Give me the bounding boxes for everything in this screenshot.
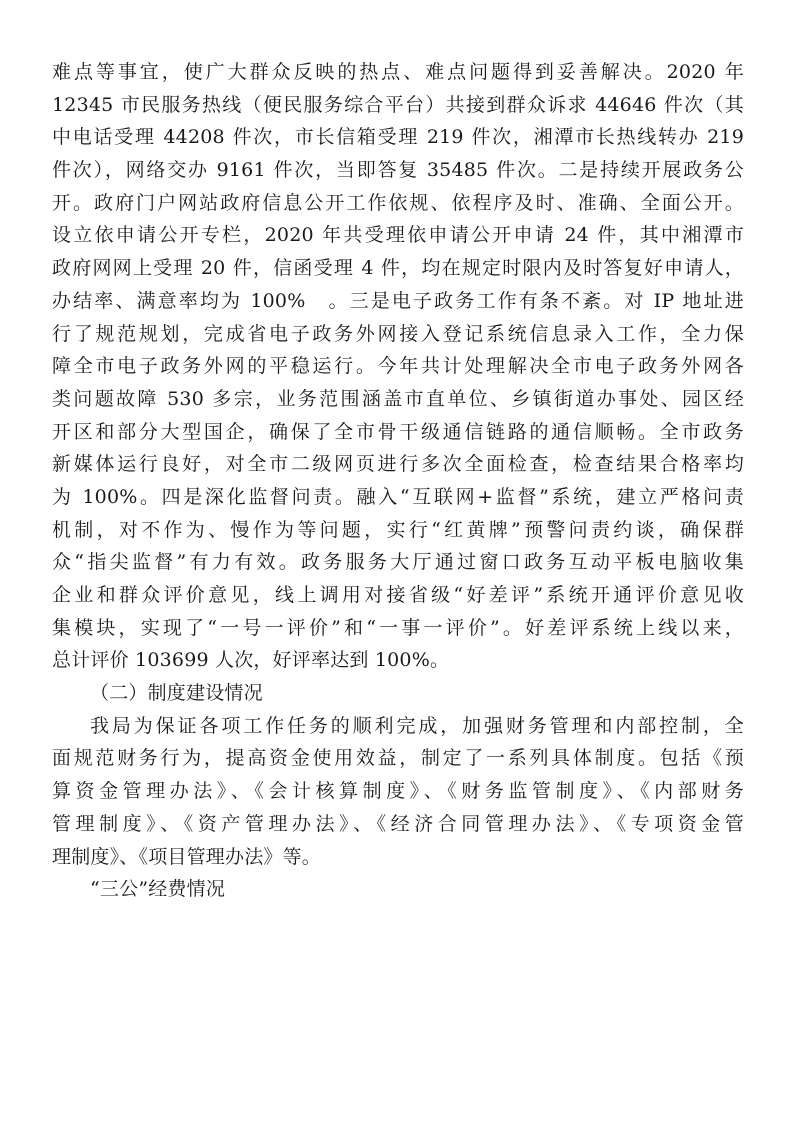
text-line: 开区和部分大型国企，确保了全市骨干级通信链路的通信顺畅。全市政务 — [52, 420, 744, 443]
text-line: 总计评价 103699 人次，好评率达到 100%。 — [52, 649, 450, 672]
text-line: 难点等事宜，使广大群众反映的热点、难点问题得到妥善解决。2020 年 — [52, 61, 744, 83]
text-line: 设立依申请公开专栏，2020 年共受理依申请公开申请 24 件，其中湘潭市 — [52, 224, 744, 247]
text-line: 众“指尖监督”有力有效。政务服务大厅通过窗口政务互动平板电脑收集 — [52, 551, 744, 574]
text-line: 机制，对不作为、慢作为等问题，实行“红黄牌”预警问责约谈，确保群 — [52, 518, 744, 541]
text-line: 行了规范规划，完成省电子政务外网接入登记系统信息录入工作，全力保 — [52, 322, 744, 345]
text-line: 12345 市民服务热线（便民服务综合平台）共接到群众诉求 44646 件次（其 — [52, 93, 744, 116]
text-line: 理制度》、《项目管理办法》等。 — [52, 845, 322, 868]
text-line: （二）制度建设情况 — [90, 682, 263, 705]
text-line: 办结率、满意率均为 100% 。三是电子政务工作有条不紊。对 IP 地址进 — [52, 289, 744, 312]
text-line: 中电话受理 44208 件次，市长信箱受理 219 件次，湘潭市长热线转办 219 — [52, 126, 744, 149]
text-line: 面规范财务行为，提高资金使用效益，制定了一系列具体制度。包括《预 — [52, 747, 744, 770]
text-line: “三公”经费情况 — [90, 878, 226, 901]
document-body — [52, 56, 744, 906]
text-line: 我局为保证各项工作任务的顺利完成，加强财务管理和内部控制，全 — [90, 714, 744, 737]
text-line: 算资金管理办法》、《会计核算制度》、《财务监管制度》、《内部财务 — [52, 780, 744, 803]
text-line: 新媒体运行良好，对全市二级网页进行多次全面检查，检查结果合格率均 — [52, 453, 744, 476]
text-line: 障全市电子政务外网的平稳运行。今年共计处理解决全市电子政务外网各 — [52, 355, 744, 378]
text-line: 件次），网络交办 9161 件次，当即答复 35485 件次。二是持续开展政务公 — [52, 159, 744, 182]
text-line: 类问题故障 530 多宗，业务范围涵盖市直单位、乡镇街道办事处、园区经 — [52, 387, 744, 410]
text-line: 企业和群众评价意见，线上调用对接省级“好差评”系统开通评价意见收 — [52, 584, 744, 606]
text-line: 政府网网上受理 20 件，信函受理 4 件，均在规定时限内及时答复好申请人， — [52, 257, 744, 280]
text-line: 开。政府门户网站政府信息公开工作依规、依程序及时、准确、全面公开。 — [52, 191, 744, 214]
text-line: 为 100%。四是深化监督问责。融入“互联网+监督”系统，建立严格问责 — [52, 485, 744, 508]
text-line: 管理制度》、《资产管理办法》、《经济合同管理办法》、《专项资金管 — [52, 812, 744, 835]
text-line: 集模块，实现了“一号一评价”和“一事一评价”。好差评系统上线以来， — [52, 616, 744, 639]
